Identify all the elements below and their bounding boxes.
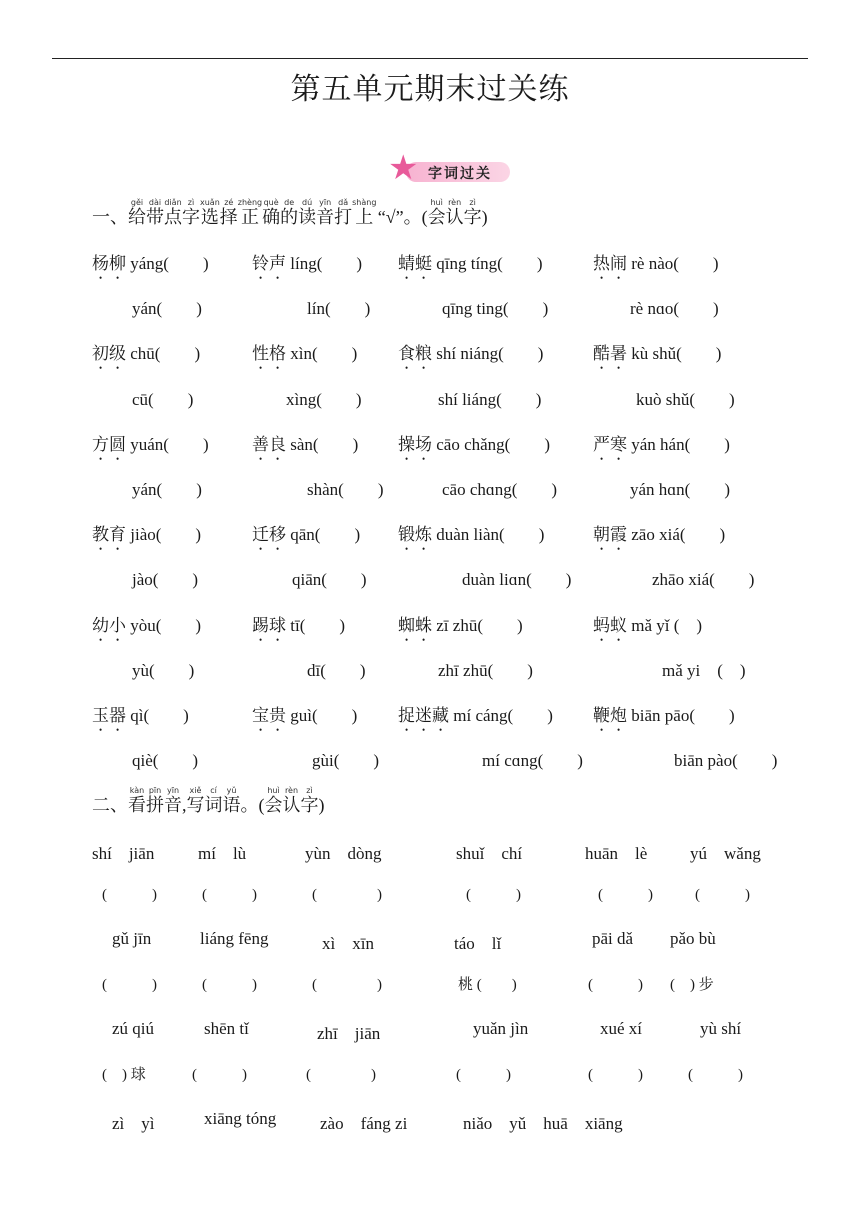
alt-pinyin-option: kuò shǔ( ) <box>636 389 735 409</box>
heading-char: 读dú <box>298 198 317 227</box>
dotted-word: 锻炼 <box>398 525 432 545</box>
dotted-word: 铃声 <box>252 254 286 273</box>
heading-char: 会huì <box>427 198 446 227</box>
alt-pinyin-option: dī( ) <box>307 660 366 680</box>
heading-char: 字zì <box>182 198 200 227</box>
heading-text: , <box>182 795 187 815</box>
heading-char: 字zì <box>300 786 319 815</box>
word-pinyin-option <box>252 701 357 735</box>
section2-heading <box>92 786 325 817</box>
heading-char: 选xuǎn <box>200 198 220 227</box>
heading-char: 会huì <box>264 786 283 815</box>
heading-char: 拼pīn <box>146 786 164 815</box>
answer-blank[interactable]: ( ) <box>312 887 382 903</box>
dotted-word: 性格 <box>252 344 286 364</box>
word-pinyin-option <box>593 611 702 645</box>
dotted-word: 蚂蚁 <box>593 615 627 635</box>
pinyin-word: zào fáng zi <box>320 1114 408 1133</box>
heading-char: 的de <box>280 198 299 227</box>
answer-blank[interactable]: ( ) 步 <box>670 977 714 993</box>
heading-char: 写xiě <box>186 786 205 815</box>
word-pinyin-option <box>398 339 543 373</box>
pinyin-word: shí jiān <box>92 844 155 863</box>
answer-blank[interactable]: ( ) <box>456 1067 511 1083</box>
word-pinyin-option <box>92 520 201 554</box>
pinyin-choice: cāo chǎng( ) <box>432 434 551 454</box>
heading-char: 正zhèng <box>237 198 263 227</box>
pinyin-choice: rè nào( ) <box>627 254 719 273</box>
alt-pinyin-option: gùi( ) <box>312 751 380 771</box>
dotted-word: 玉器 <box>92 706 126 725</box>
alt-pinyin-option: mí cɑng( ) <box>482 751 583 771</box>
heading-char: 认rèn <box>282 786 301 815</box>
answer-blank[interactable]: ( ) <box>202 977 257 993</box>
word-pinyin-option <box>252 611 345 645</box>
word-pinyin-option <box>92 339 200 373</box>
word-pinyin-option <box>593 701 735 735</box>
dotted-word: 踢球 <box>252 615 286 635</box>
answer-blank[interactable]: ( ) <box>202 887 257 903</box>
dotted-word: 杨柳 <box>92 254 126 273</box>
dotted-word: 朝霞 <box>593 525 627 545</box>
heading-char: 看kàn <box>128 786 146 815</box>
heading-char: 词cí <box>204 786 223 815</box>
alt-pinyin-option: biān pào( ) <box>674 751 778 771</box>
pinyin-choice: xìn( ) <box>286 344 358 364</box>
pinyin-choice: mí cáng( ) <box>449 706 553 725</box>
heading-char: 点diǎn <box>164 198 182 227</box>
word-pinyin-option <box>92 430 209 464</box>
dotted-word: 操场 <box>398 434 432 454</box>
pinyin-choice: yòu( ) <box>126 615 202 635</box>
alt-pinyin-option: zhī zhū( ) <box>438 660 533 680</box>
pinyin-choice: tī( ) <box>286 615 346 635</box>
heading-text: “√”。( <box>373 207 428 227</box>
heading-number: 二、 <box>92 795 128 815</box>
heading-text: ) <box>481 207 488 227</box>
pinyin-word: huān lè <box>585 844 648 863</box>
dotted-word: 教育 <box>92 525 126 545</box>
alt-pinyin-option: cū( ) <box>132 389 194 409</box>
pinyin-word: pāi dǎ <box>592 929 634 948</box>
pinyin-choice: shí niáng( ) <box>432 344 544 364</box>
pinyin-choice: biān pāo( ) <box>627 706 735 725</box>
alt-pinyin-option: xìng( ) <box>286 389 362 409</box>
pinyin-word: xué xí <box>600 1019 643 1038</box>
answer-blank[interactable]: ( ) <box>312 977 382 993</box>
answer-blank[interactable]: ( ) <box>598 887 653 903</box>
dotted-word: 严寒 <box>593 434 627 454</box>
alt-pinyin-option: shí liáng( ) <box>438 389 542 409</box>
pinyin-word: mí lù <box>198 844 247 863</box>
word-pinyin-option <box>593 430 730 464</box>
pinyin-word: yú wǎng <box>690 844 761 863</box>
pinyin-word: zú qiú <box>112 1019 155 1038</box>
answer-blank[interactable]: ( ) <box>306 1067 376 1083</box>
answer-blank[interactable]: ( ) <box>192 1067 247 1083</box>
pinyin-word: niǎo yǔ huā xiāng <box>463 1114 623 1133</box>
heading-char: 语yǔ <box>222 786 241 815</box>
heading-text: ) <box>318 795 325 815</box>
word-pinyin-option <box>398 430 550 464</box>
heading-char: 认rèn <box>445 198 464 227</box>
heading-char: 给gěi <box>128 198 146 227</box>
dotted-word: 善良 <box>252 434 286 454</box>
word-pinyin-option <box>92 611 201 645</box>
word-pinyin-option <box>593 520 725 554</box>
heading-char: 打dǎ <box>334 198 353 227</box>
header-rule <box>52 58 808 59</box>
pinyin-choice: sàn( ) <box>286 434 359 454</box>
dotted-word: 热闹 <box>593 254 627 273</box>
alt-pinyin-option: qiān( ) <box>292 570 367 590</box>
alt-pinyin-option: qīng ting( ) <box>442 299 549 319</box>
answer-blank[interactable]: ( ) <box>466 887 521 903</box>
pinyin-choice: líng( ) <box>286 254 363 273</box>
pinyin-choice: qì( ) <box>126 706 189 725</box>
dotted-word: 幼小 <box>92 615 126 635</box>
word-pinyin-option <box>92 701 189 735</box>
pinyin-word: yù shí <box>700 1019 742 1038</box>
pinyin-choice: yán hán( ) <box>627 434 730 454</box>
dotted-word: 初级 <box>92 344 126 364</box>
alt-pinyin-option: yán hɑn( ) <box>630 480 731 499</box>
pinyin-choice: mǎ yǐ ( ) <box>627 615 703 635</box>
word-pinyin-option <box>398 611 523 645</box>
pinyin-word: táo lǐ <box>454 934 502 953</box>
answer-blank[interactable]: ( ) <box>102 977 157 993</box>
alt-pinyin-option: mǎ yi ( ) <box>662 660 746 680</box>
pinyin-choice: guì( ) <box>286 706 358 725</box>
dotted-word: 鞭炮 <box>593 706 627 725</box>
pinyin-word: xiāng tóng <box>204 1109 277 1128</box>
pinyin-word: yuǎn jìn <box>473 1019 529 1038</box>
page-title: 第五单元期末过关练 <box>290 73 570 106</box>
heading-char: 带dài <box>146 198 164 227</box>
star-icon: ★ <box>388 150 419 187</box>
pinyin-word: shuǐ chí <box>456 844 523 863</box>
heading-text: 。( <box>240 795 265 815</box>
dotted-word: 捉迷藏 <box>398 706 449 725</box>
pinyin-choice: duàn liàn( ) <box>432 525 545 545</box>
answer-blank[interactable]: ( ) <box>588 977 643 993</box>
alt-pinyin-option: yán( ) <box>132 299 202 319</box>
word-pinyin-option <box>92 249 209 283</box>
answer-blank[interactable]: ( ) <box>588 1067 643 1083</box>
word-pinyin-option <box>593 249 719 283</box>
pinyin-word: shēn tǐ <box>204 1019 249 1038</box>
heading-char: 音yīn <box>164 786 182 815</box>
alt-pinyin-option: shàn( ) <box>307 480 384 499</box>
pinyin-choice: yuán( ) <box>126 434 209 454</box>
alt-pinyin-option: yù( ) <box>132 660 195 680</box>
word-pinyin-option <box>398 249 543 283</box>
pinyin-word: zì yì <box>112 1114 155 1133</box>
heading-char: 上shàng <box>352 198 377 227</box>
pinyin-choice: zī zhū( ) <box>432 615 523 635</box>
heading-char: 音yīn <box>316 198 335 227</box>
pinyin-choice: qān( ) <box>286 525 361 545</box>
alt-pinyin-option: lín( ) <box>307 299 371 319</box>
section1-heading <box>92 198 488 229</box>
answer-blank[interactable]: ( ) <box>695 887 750 903</box>
dotted-word: 食粮 <box>398 344 432 364</box>
heading-char: 确què <box>262 198 281 227</box>
alt-pinyin-option: rè nɑo( ) <box>630 299 719 319</box>
pinyin-word: pǎo bù <box>670 929 716 948</box>
word-pinyin-option <box>252 520 360 554</box>
pinyin-word: yùn dòng <box>305 844 382 863</box>
pinyin-choice: qīng tíng( ) <box>432 254 543 273</box>
heading-char: 择zé <box>219 198 238 227</box>
pinyin-word: xì xīn <box>322 934 374 953</box>
pinyin-choice: zāo xiá( ) <box>627 525 726 545</box>
answer-blank[interactable]: 桃 ( ) <box>458 977 517 993</box>
alt-pinyin-option: qiè( ) <box>132 751 199 771</box>
answer-blank[interactable]: ( ) <box>688 1067 743 1083</box>
dotted-word: 宝贵 <box>252 706 286 725</box>
pinyin-choice: jiào( ) <box>126 525 202 545</box>
dotted-word: 蜻蜓 <box>398 254 432 273</box>
word-pinyin-option <box>398 701 553 735</box>
pinyin-word: liáng fēng <box>200 929 269 948</box>
answer-blank[interactable]: ( ) <box>102 887 157 903</box>
alt-pinyin-option: cāo chɑng( ) <box>442 480 558 499</box>
word-pinyin-option <box>398 520 544 554</box>
pinyin-word: zhī jiān <box>317 1024 381 1043</box>
dotted-word: 蜘蛛 <box>398 615 432 635</box>
alt-pinyin-option: zhāo xiá( ) <box>652 570 755 590</box>
alt-pinyin-option: duàn liɑn( ) <box>462 570 572 590</box>
alt-pinyin-option: yán( ) <box>132 480 202 499</box>
word-pinyin-option <box>593 339 721 373</box>
section-badge <box>388 152 514 188</box>
dotted-word: 酷暑 <box>593 344 627 364</box>
alt-pinyin-option: jào( ) <box>132 570 199 590</box>
pinyin-choice: kù shǔ( ) <box>627 344 722 364</box>
word-pinyin-option <box>252 430 358 464</box>
heading-char: 字zì <box>463 198 482 227</box>
word-pinyin-option <box>252 339 357 373</box>
answer-blank[interactable]: ( ) 球 <box>102 1067 146 1083</box>
heading-number: 一、 <box>92 207 128 227</box>
pinyin-choice: yáng( ) <box>126 254 209 273</box>
pinyin-word: gǔ jīn <box>112 929 152 948</box>
badge-label: 字词过关 <box>428 166 492 182</box>
dotted-word: 方圆 <box>92 434 126 454</box>
pinyin-choice: chū( ) <box>126 344 201 364</box>
word-pinyin-option <box>252 249 362 283</box>
dotted-word: 迁移 <box>252 525 286 545</box>
